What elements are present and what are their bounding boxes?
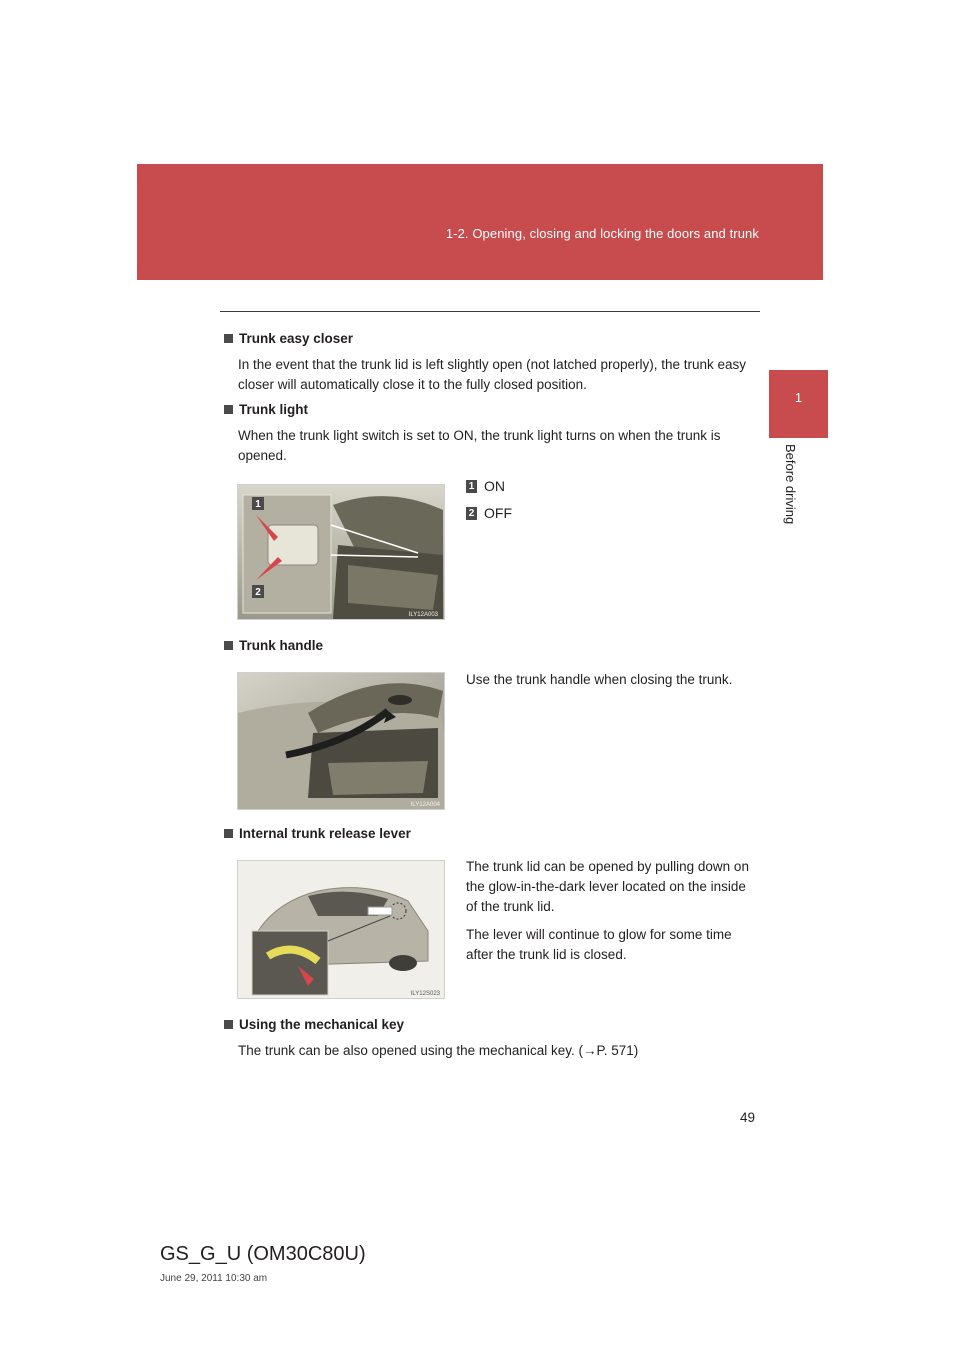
section-internal-trunk-release-lever [224, 824, 760, 844]
section-heading: Trunk light [224, 400, 760, 420]
section-body: In the event that the trunk lid is left slightly open (not latched properly), the trunk easy closer will automatically close it to the fully closed position. [238, 357, 747, 392]
section-heading: Using the mechanical key [224, 1015, 760, 1035]
section-body [238, 1041, 760, 1061]
section-title: 1-2. Opening, closing and locking the doors and trunk [445, 226, 759, 241]
legend-label: ON [484, 478, 505, 494]
caption-text: The trunk lid can be opened by pulling down on the glow-in-the-dark lever located on the inside of the trunk lid. [466, 859, 749, 914]
header-band [137, 164, 823, 280]
page-reference-link[interactable]: The trunk can be also opened using the mechanical key. (→P. 571) [238, 1043, 639, 1058]
legend-label: OFF [484, 505, 512, 521]
square-bullet-icon [224, 334, 233, 343]
figure-code: ILY12S023 [410, 991, 440, 997]
square-bullet-icon [224, 405, 233, 414]
legend-item-on [466, 478, 505, 494]
trunk-handle-caption [466, 670, 758, 698]
section-trunk-light [224, 400, 760, 466]
chapter-tab[interactable] [769, 370, 828, 438]
legend-item-off [466, 505, 512, 521]
caption-text: Use the trunk handle when closing the trunk. [466, 672, 733, 687]
doc-code: GS_G_U (OM30C80U) [160, 1243, 366, 1265]
section-trunk-easy-closer [224, 329, 760, 395]
trunk-handle-illustration [238, 673, 444, 809]
section-heading: Internal trunk release lever [224, 824, 760, 844]
figure-code: ILY12A003 [408, 612, 438, 618]
figure-code: ILY12A004 [410, 802, 440, 808]
legend-number: 1 [466, 480, 477, 493]
doc-date: June 29, 2011 10:30 am [160, 1273, 268, 1284]
legend-number: 2 [466, 507, 477, 520]
trunk-light-illustration [238, 485, 444, 619]
square-bullet-icon [224, 829, 233, 838]
release-lever-figure [237, 860, 445, 999]
section-trunk-handle [224, 636, 760, 656]
trunk-light-figure [237, 484, 445, 620]
caption-text: The lever will continue to glow for some time after the trunk lid is closed. [466, 927, 732, 962]
release-lever-illustration [238, 861, 444, 998]
release-lever-caption [466, 857, 758, 973]
figure-badge-1: 1 [255, 499, 261, 510]
divider [220, 311, 760, 312]
chapter-label: Before driving [783, 444, 798, 525]
square-bullet-icon [224, 641, 233, 650]
section-heading: Trunk easy closer [224, 329, 760, 349]
section-using-mechanical-key [224, 1015, 760, 1061]
square-bullet-icon [224, 1020, 233, 1029]
page-number: 49 [740, 1110, 756, 1125]
section-body: When the trunk light switch is set to ON, the trunk light turns on when the trunk is opened. [238, 428, 721, 463]
chapter-number: 1 [794, 390, 803, 405]
section-heading: Trunk handle [224, 636, 760, 656]
trunk-handle-figure [237, 672, 445, 810]
figure-badge-2: 2 [255, 587, 261, 598]
